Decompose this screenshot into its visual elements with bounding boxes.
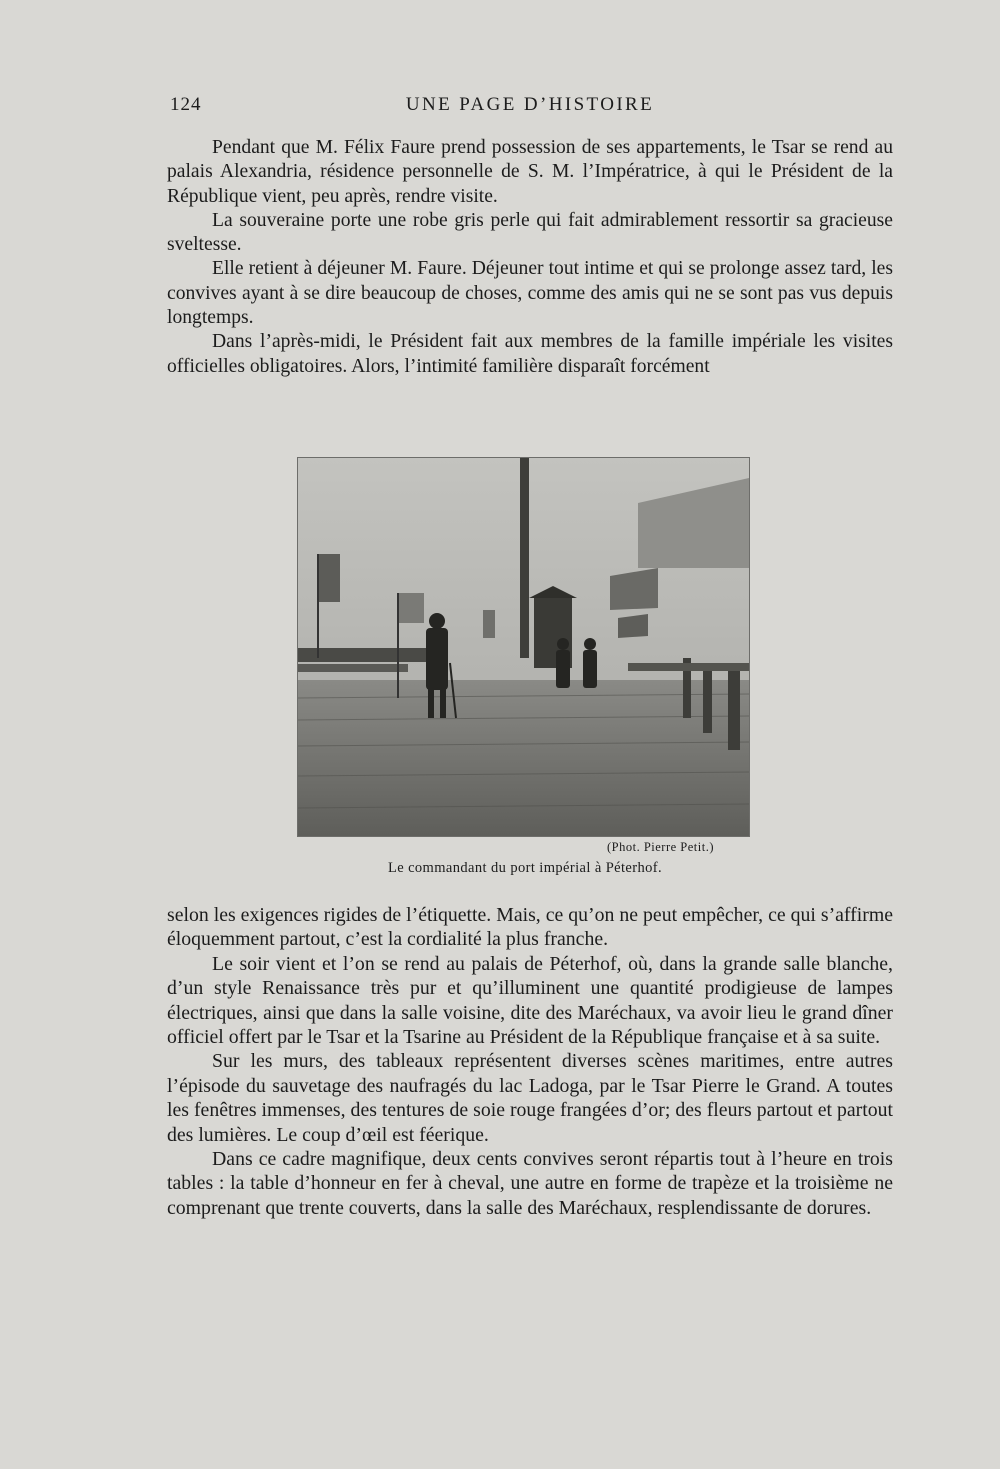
photograph-pier-peterhof <box>297 457 750 837</box>
paragraph: Elle retient à déjeuner M. Faure. Déjeuner tout intime et qui se prolonge assez tard, les convives ayant à se dire beaucoup de choses, comme des amis qui ne se sont pas vus depuis longtemps. <box>167 258 893 329</box>
running-title: UNE PAGE D’HISTOIRE <box>405 94 655 115</box>
page-header <box>170 94 890 118</box>
paragraph: Pendant que M. Félix Faure prend possession de ses appartements, le Tsar se rend au palais Alexandria, résidence personnelle de S. M. l’Impératrice, à qui le Président de la République vient, peu après, rendre visite. <box>167 137 893 207</box>
paragraph: selon les exigences rigides de l’étiquette. Mais, ce qu’on ne peut empêcher, ce qui s’affirme éloquemment partout, c’est la cordialité la plus franche. <box>167 904 893 951</box>
paragraph: Dans ce cadre magnifique, deux cents convives seront répartis tout à l’heure en trois tables : la table d’honneur en fer à cheval, une autre en forme de trapèze et la troisième ne comprenant que trente couverts, dans la salle des Maréchaux, resplendissante de dorures. <box>167 1148 893 1219</box>
text-block-top <box>167 136 893 379</box>
photo-credit: (Phot. Pierre Petit.) <box>607 840 715 854</box>
text-block-bottom <box>167 903 893 1220</box>
paragraph: Le soir vient et l’on se rend au palais de Péterhof, où, dans la grande salle blanche, d’un style Renaissance très pur et qu’illuminent une quantité prodigieuse de lampes électriques, ainsi que dans la salle voisine, dite des Maréchaux, va avoir lieu le grand dîner officiel offert par le Tsar et la Tsarine au Président de la République française et à sa suite. <box>167 952 893 1049</box>
paragraph: Dans l’après-midi, le Président fait aux membres de la famille impériale les visites officielles obligatoires. Alors, l’intimité familière disparaît forcément <box>167 331 893 377</box>
photo-caption: Le commandant du port impérial à Péterhof. <box>387 860 663 876</box>
page-number: 124 <box>170 94 202 115</box>
paragraph: Sur les murs, des tableaux représentent diverses scènes maritimes, entre autres l’épisode du sauvetage des naufragés du lac Ladoga, par le Tsar Pierre le Grand. A toutes les fenêtres immenses, des tentures de soie rouge frangées d’or; des fleurs partout et partout des lumières. Le coup d’œil est féerique. <box>167 1050 893 1146</box>
paragraph: La souveraine porte une robe gris perle qui fait admirablement ressortir sa gracieuse sveltesse. <box>167 209 893 256</box>
